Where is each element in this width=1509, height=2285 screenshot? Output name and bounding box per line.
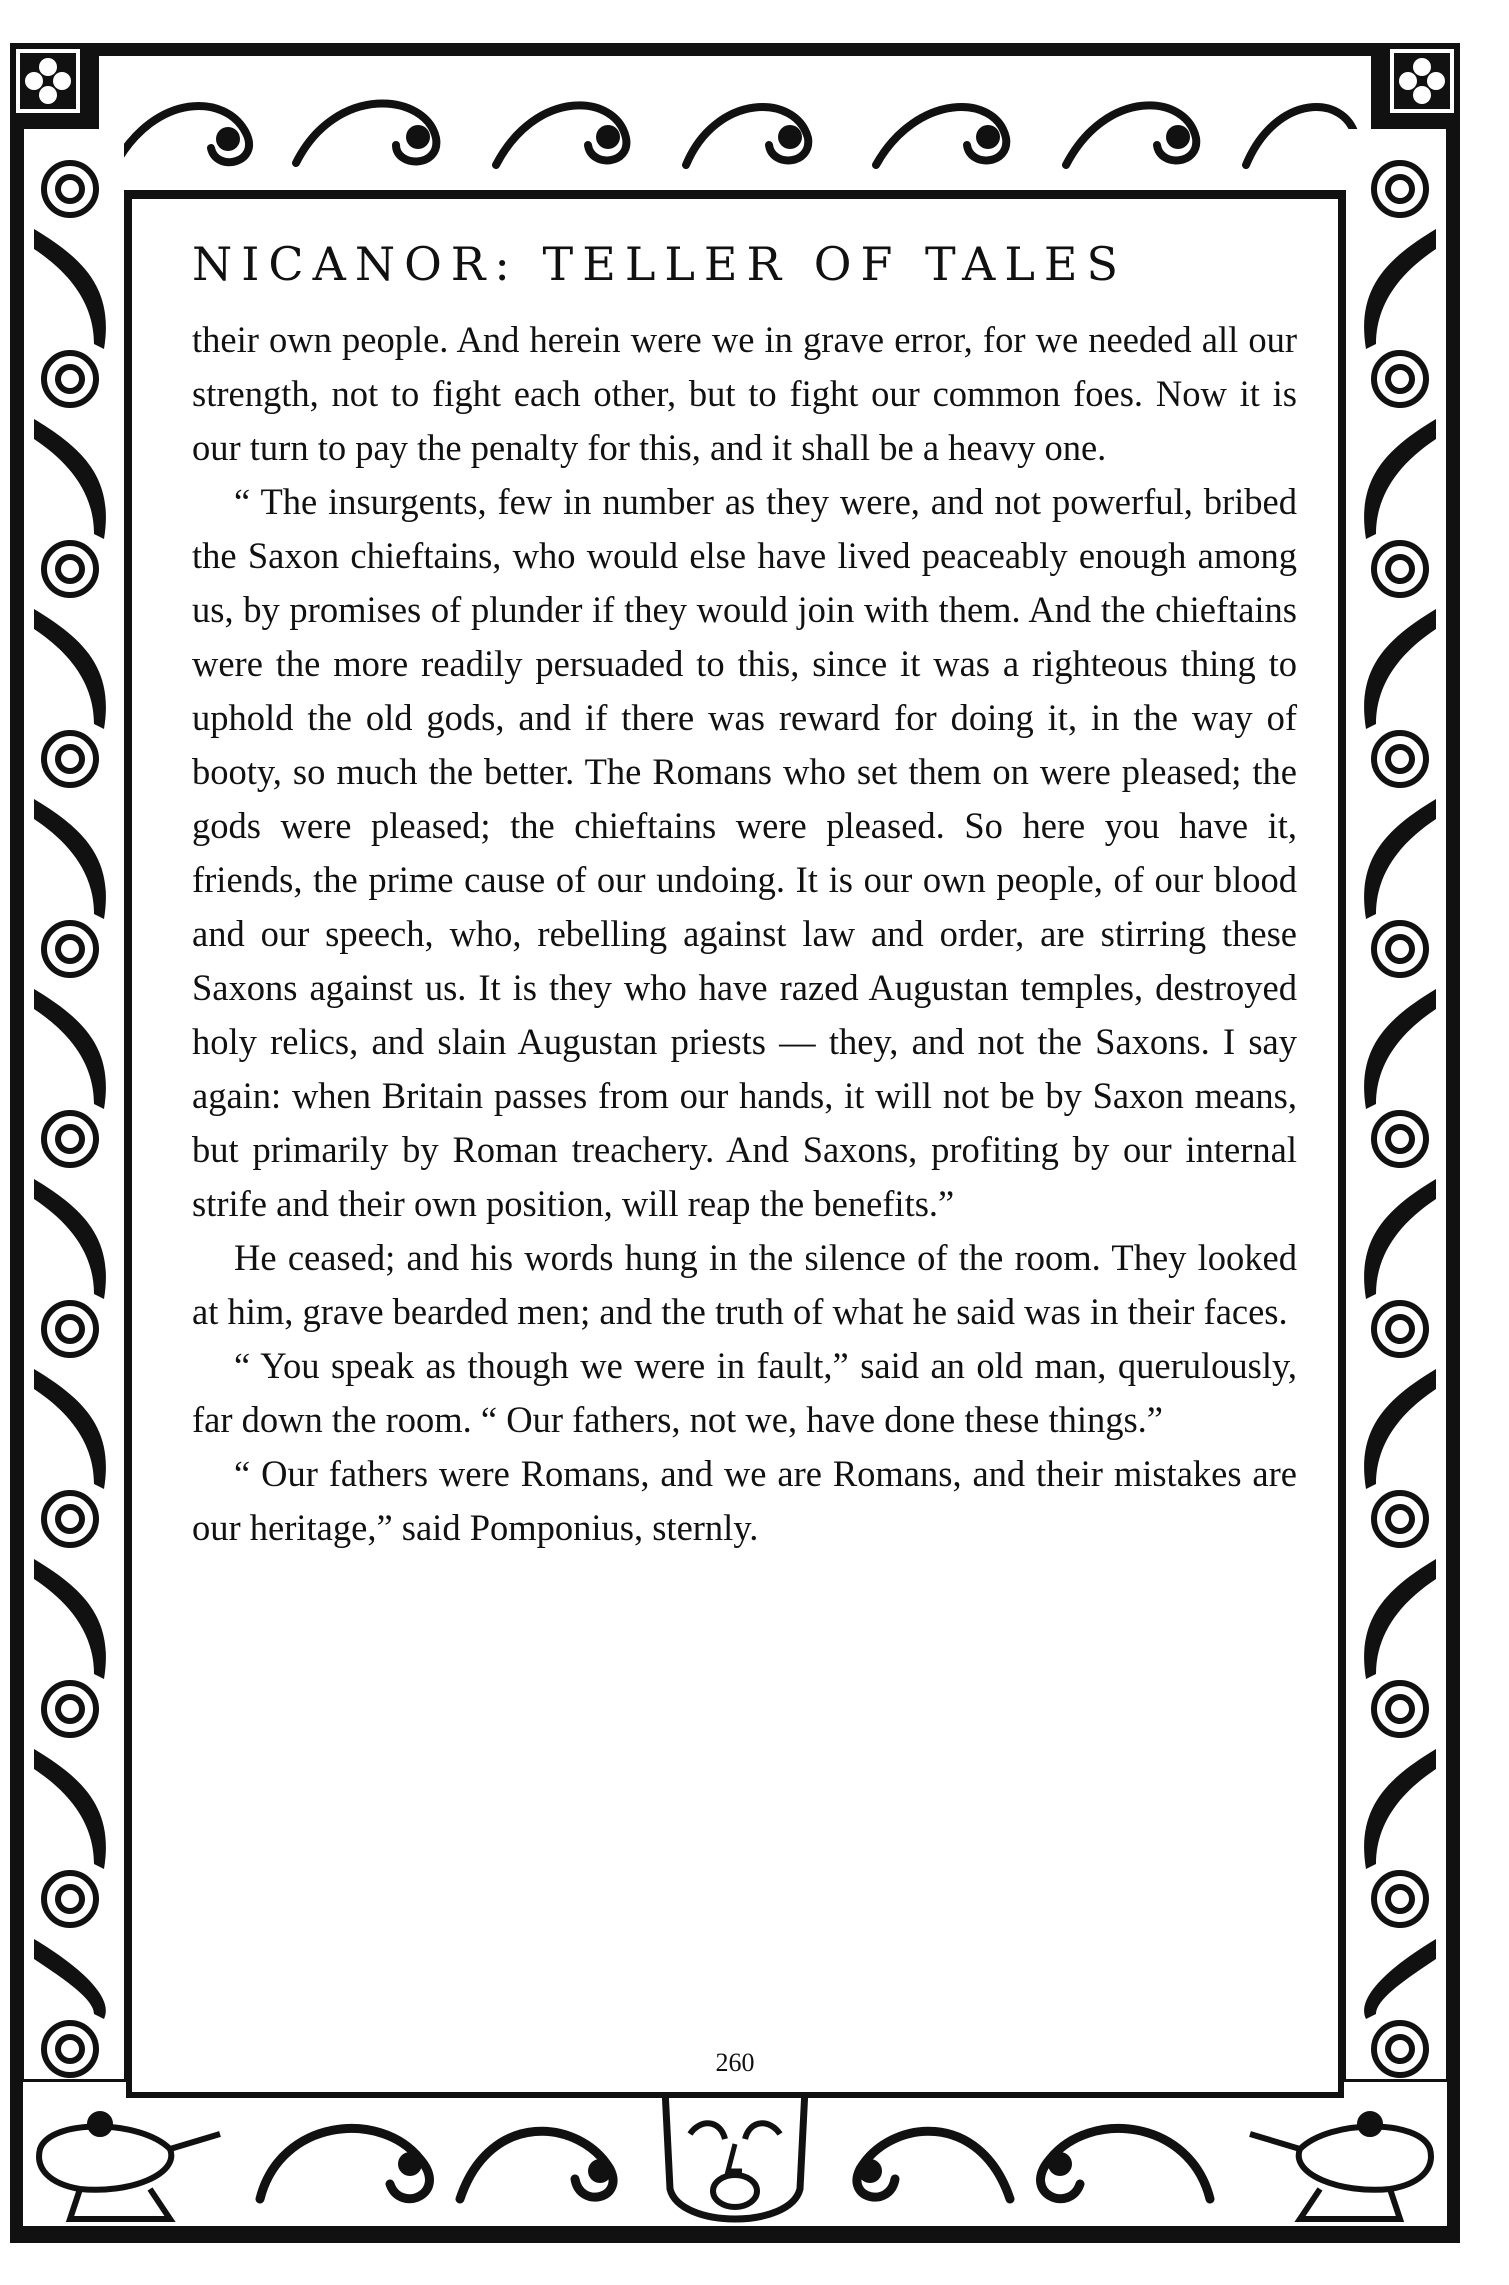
tragedy-mask-icon bbox=[665, 2089, 805, 2219]
spiral-leaf-icon bbox=[1346, 129, 1446, 2099]
bottom-ornament-band bbox=[20, 2079, 1450, 2229]
running-title: NICANOR: TELLER OF TALES bbox=[192, 237, 1128, 291]
corner-rosette-icon bbox=[1384, 43, 1460, 119]
corner-rosette-icon bbox=[10, 43, 86, 119]
spiral-leaf-icon bbox=[24, 129, 124, 2099]
ornamental-frame bbox=[10, 43, 1460, 2243]
body-text bbox=[192, 313, 1297, 1555]
text-panel bbox=[126, 193, 1344, 2098]
paragraph: “ You speak as though we were in fault,” said an old man, querulously, far down the room. “ Our fathers, not we, have done these things.” bbox=[192, 1345, 1297, 1440]
paragraph: “ Our fathers were Romans, and we are Romans, and their mistakes are our heritage,” said Pomponius, sternly. bbox=[192, 1453, 1297, 1548]
paragraph: He ceased; and his words hung in the silence of the room. They looked at him, grave bearded men; and the truth of what he said was in their faces. bbox=[192, 1237, 1297, 1332]
paragraph: their own people. And herein were we in grave error, for we needed all our strength, not to fight each other, but to fight our common foes. Now it is our turn to pay the penalty for this, and it shall be a heavy one. bbox=[192, 319, 1297, 468]
paragraph: “ The insurgents, few in number as they were, and not powerful, bribed the Saxon chieftains, who would else have lived peaceably enough among us, by promises of plunder if they would join with them. And the chieftains were the more readily persuaded to this, since it was a righteous thing to uphold the old gods, and if there was reward for doing it, in the way of booty, so much the better. The Romans who set them on were pleased; the gods were pleased; the chieftains were pleased. So here you have it, friends, the prime cause of our undoing. It is our own people, of our blood and our speech, who, rebelling against law and order, are stirring these Saxons against us. It is they who have razed Augustan temples, destroyed holy relics, and slain Augustan priests — they, and not the Saxons. I say again: when Britain passes from our hands, it will not be by Saxon means, but primarily by Roman treachery. And Saxons, profiting by our internal strife and their own position, will reap the benefits.” bbox=[192, 481, 1297, 1224]
acanthus-scroll-icon bbox=[96, 53, 1374, 193]
page-number: 260 bbox=[715, 2048, 755, 2077]
